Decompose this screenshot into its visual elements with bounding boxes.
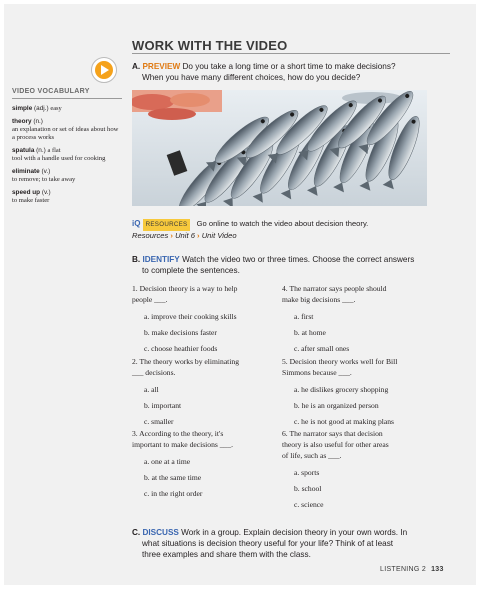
vocab-definition: an explanation or set of ideas about how a process works <box>12 126 119 141</box>
vocab-term <box>12 168 122 176</box>
question-stem-line: ___ decisions. <box>132 368 176 377</box>
vocab-pos: (v.) <box>41 189 51 196</box>
answer-option[interactable]: b. he is an organized person <box>294 401 379 410</box>
answer-option[interactable]: c. in the right order <box>144 489 203 498</box>
play-icon <box>95 61 113 79</box>
page-title: WORK WITH THE VIDEO <box>132 38 288 53</box>
part-a-label: PREVIEW <box>142 62 181 71</box>
chevron-right-icon: › <box>170 231 173 240</box>
iq-resources-note <box>132 219 368 241</box>
question-stem-line: make big decisions ___. <box>282 295 356 304</box>
vocab-term <box>12 105 122 113</box>
vocab-definition: tool with a handle used for cooking <box>12 155 106 162</box>
vocab-term <box>12 118 122 126</box>
page-footer <box>380 566 444 573</box>
question-stem <box>282 356 424 378</box>
vocab-definition: to make faster <box>12 197 50 204</box>
part-b-letter: B. <box>132 255 141 264</box>
question-stem <box>282 428 424 461</box>
answer-option[interactable]: a. he dislikes grocery shopping <box>294 385 389 394</box>
question-stem <box>132 356 274 378</box>
answer-option[interactable]: a. sports <box>294 468 320 477</box>
question-stem <box>282 283 424 305</box>
question-stem-line: 3. According to the theory, it's <box>132 429 224 438</box>
video-vocabulary-box <box>12 88 122 210</box>
iq-text: Go online to watch the video about decision theory. <box>196 219 369 228</box>
part-a-preview <box>132 61 432 83</box>
part-b-label: IDENTIFY <box>142 255 180 264</box>
vocab-pos: (n.) <box>33 118 43 125</box>
question-stem-line: 1. Decision theory is a way to help <box>132 284 238 293</box>
question-stem <box>132 428 274 450</box>
part-c-line2: what situations is decision theory useful for your life? Think of at least <box>142 539 394 548</box>
answer-option[interactable]: c. smaller <box>144 417 174 426</box>
vocab-term <box>12 189 122 197</box>
answer-option[interactable]: b. school <box>294 484 322 493</box>
question-stem-line: 2. The theory works by eliminating <box>132 357 239 366</box>
question-stem-line: Simmons because ___. <box>282 368 352 377</box>
answer-option[interactable]: b. important <box>144 401 182 410</box>
path-resources[interactable]: Resources <box>132 231 169 240</box>
part-b-identify <box>132 254 442 276</box>
answer-option[interactable]: c. science <box>294 500 324 509</box>
answer-option[interactable]: a. one at a time <box>144 457 191 466</box>
part-c-line3: three examples and share them with the class. <box>142 550 311 559</box>
part-a-line1: Do you take a long time or a short time to make decisions? <box>182 62 396 71</box>
vocab-word: eliminate <box>12 168 40 175</box>
answer-option[interactable]: c. he is not good at making plans <box>294 417 394 426</box>
part-c-label: DISCUSS <box>142 528 179 537</box>
answer-option[interactable]: a. all <box>144 385 159 394</box>
vocab-def-inline: a flat <box>47 147 61 154</box>
question-stem-line: 6. The narrator says that decision <box>282 429 383 438</box>
page-number: 133 <box>431 566 444 573</box>
part-c-line1: Work in a group. Explain decision theory in your own words. In <box>181 528 408 537</box>
chevron-right-icon: › <box>197 231 200 240</box>
answer-option[interactable]: b. at the same time <box>144 473 202 482</box>
part-c-letter: C. <box>132 528 141 537</box>
answer-option[interactable]: a. improve their cooking skills <box>144 312 237 321</box>
vocab-pos: (v.) <box>41 168 51 175</box>
part-a-letter: A. <box>132 62 141 71</box>
question-stem-line: of life, such as ___. <box>282 451 342 460</box>
part-b-line2: to complete the sentences. <box>142 266 240 275</box>
question-stem-line: 4. The narrator says people should <box>282 284 387 293</box>
iq-logo-icon: iQ <box>132 219 141 228</box>
answer-option[interactable]: c. after small ones <box>294 344 350 353</box>
vocab-word: spatula <box>12 147 35 154</box>
footer-section: LISTENING 2 <box>380 566 427 573</box>
vocab-def-inline: easy <box>50 105 62 112</box>
path-unit[interactable]: Unit 6 <box>175 231 195 240</box>
vocab-word: speed up <box>12 189 41 196</box>
answer-option[interactable]: c. choose heathier foods <box>144 344 218 353</box>
fish-photo-illustration <box>132 90 427 206</box>
question-stem-line: 5. Decision theory works well for Bill <box>282 357 398 366</box>
question-stem-line: important to make decisions ___. <box>132 440 234 449</box>
vocab-word: theory <box>12 118 32 125</box>
answer-option[interactable]: b. at home <box>294 328 326 337</box>
answer-option[interactable]: a. first <box>294 312 314 321</box>
question-stem <box>132 283 274 305</box>
part-a-line2: When you have many different choices, how do you decide? <box>142 73 361 82</box>
part-b-line1: Watch the video two or three times. Choose the correct answers <box>182 255 415 264</box>
fish-photo <box>132 90 427 206</box>
vocab-definition: to remove; to take away <box>12 176 76 183</box>
question-stem-line: people ___. <box>132 295 168 304</box>
resources-badge: RESOURCES <box>143 219 191 231</box>
answer-option[interactable]: b. make decisions faster <box>144 328 217 337</box>
video-play-button[interactable] <box>91 57 117 83</box>
vocab-pos: (n.) <box>36 147 46 154</box>
path-unit-video[interactable]: Unit Video <box>201 231 237 240</box>
vocab-word: simple <box>12 105 33 112</box>
vocab-heading: VIDEO VOCABULARY <box>12 88 122 99</box>
question-stem-line: theory is also useful for other areas <box>282 440 389 449</box>
part-c-discuss <box>132 527 442 560</box>
title-divider <box>132 53 450 54</box>
vocab-term <box>12 147 122 155</box>
vocab-pos: (adj.) <box>34 105 49 112</box>
resources-path[interactable] <box>132 231 368 241</box>
